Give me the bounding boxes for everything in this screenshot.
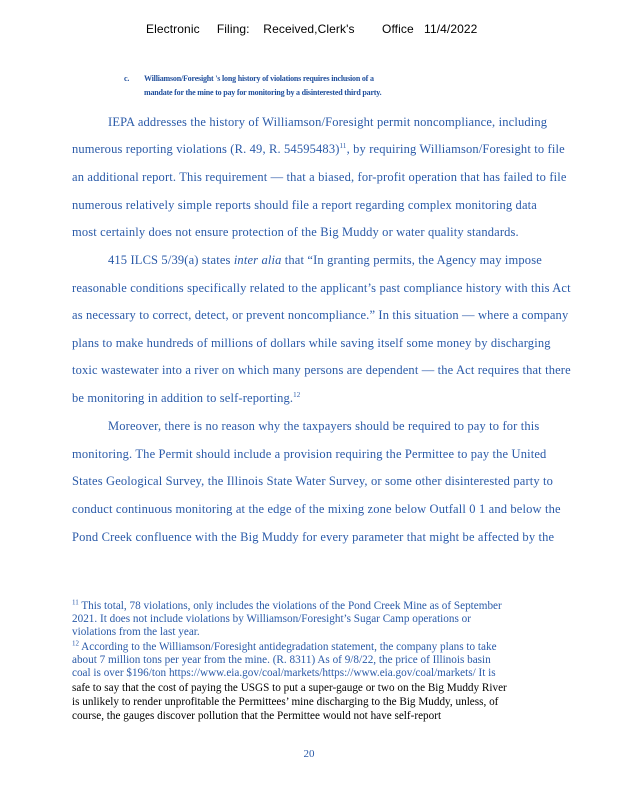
latin-phrase: inter alia — [233, 253, 282, 267]
body-line: Pond Creek confluence with the Big Muddy for every parameter that might be affected by the — [72, 530, 555, 544]
footnote-line: 2021. It does not include violations by Williamson/Foresight’s Sugar Camp operations or — [72, 613, 471, 625]
body-line: plans to make hundreds of millions of dollars while saving itself some money by discharging — [72, 336, 551, 350]
body-text: that “In granting permits, the Agency may impose — [281, 253, 542, 267]
footnote-line: is unlikely to render unprofitable the Permittees’ mine discharging to the Big Muddy, unless, of — [72, 696, 499, 708]
body-line: numerous relatively simple reports should file a report regarding complex monitoring data — [72, 198, 537, 212]
footnote-line: course, the gauges discover pollution that the Permittee would not have self-report — [72, 710, 442, 722]
body-text: 415 ILCS 5/39(a) states — [108, 253, 234, 267]
footnote-line: violations from the last year. — [72, 626, 200, 638]
body-text: numerous reporting violations (R. 49, R. 54595483) — [72, 142, 340, 156]
body-line: Moreover, there is no reason why the taxpayers should be required to pay to for this — [108, 419, 540, 433]
section-label: c. — [124, 74, 130, 83]
section-heading-line-1: Williamson/Foresight 's long history of violations requires inclusion of a — [144, 74, 374, 83]
section-heading — [124, 72, 544, 100]
footnote-text: According to the Williamson/Foresight antidegradation statement, the company plans to take — [79, 641, 497, 653]
body-line — [72, 390, 300, 406]
body-line: IEPA addresses the history of Williamson/Foresight permit noncompliance, including — [108, 115, 548, 129]
body-line: toxic wastewater into a river on which many persons are dependent — the Act requires that there — [72, 363, 571, 377]
body-line: States Geological Survey, the Illinois State Water Survey, or some other disinterested party to — [72, 474, 554, 488]
footnote-11 — [72, 600, 502, 613]
body-line: as necessary to correct, detect, or prevent noncompliance.” In this situation — where a company — [72, 308, 569, 322]
footnote-text: This total, 78 violations, only includes the violations of the Pond Creek Mine as of September — [78, 600, 502, 612]
body-text: , by requiring Williamson/Foresight to file — [346, 142, 565, 156]
footnote-ref[interactable]: 12 — [293, 390, 301, 399]
section-heading-line-2: mandate for the mine to pay for monitoring by a disinterested third party. — [144, 88, 382, 97]
footnote-line: safe to say that the cost of paying the USGS to put a super-gauge or two on the Big Muddy River — [72, 682, 507, 694]
footnote-number: 12 — [72, 639, 79, 648]
footnote-number: 11 — [72, 598, 79, 607]
body-line: monitoring. The Permit should include a provision requiring the Permittee to pay the United — [72, 447, 547, 461]
body-line: reasonable conditions specifically related to the applicant’s past compliance history with this Act — [72, 281, 571, 295]
body-line: most certainly does not ensure protection of the Big Muddy or water quality standards. — [72, 225, 519, 239]
footnote-12 — [72, 641, 497, 654]
body-line — [108, 252, 542, 268]
body-line: conduct continuous monitoring at the edge of the mixing zone below Outfall 0 1 and below the — [72, 502, 561, 516]
body-line — [72, 141, 565, 157]
footnote-line: about 7 million tons per year from the mine. (R. 8311) As of 9/8/22, the price of Illinois basin — [72, 654, 491, 666]
body-text: be monitoring in addition to self-reporting. — [72, 391, 294, 405]
page-number: 20 — [303, 748, 315, 760]
footnote-ref[interactable]: 11 — [339, 141, 347, 150]
footnote-line: coal is over $196/ton https://www.eia.gov/coal/markets/https://www.eia.gov/coal/markets/ It is — [72, 667, 496, 679]
filing-header: Electronic Filing: Received,Clerk's Office 11/4/2022 — [146, 22, 478, 36]
body-line: an additional report. This requirement — that a biased, for-profit operation that has failed to file — [72, 170, 567, 184]
